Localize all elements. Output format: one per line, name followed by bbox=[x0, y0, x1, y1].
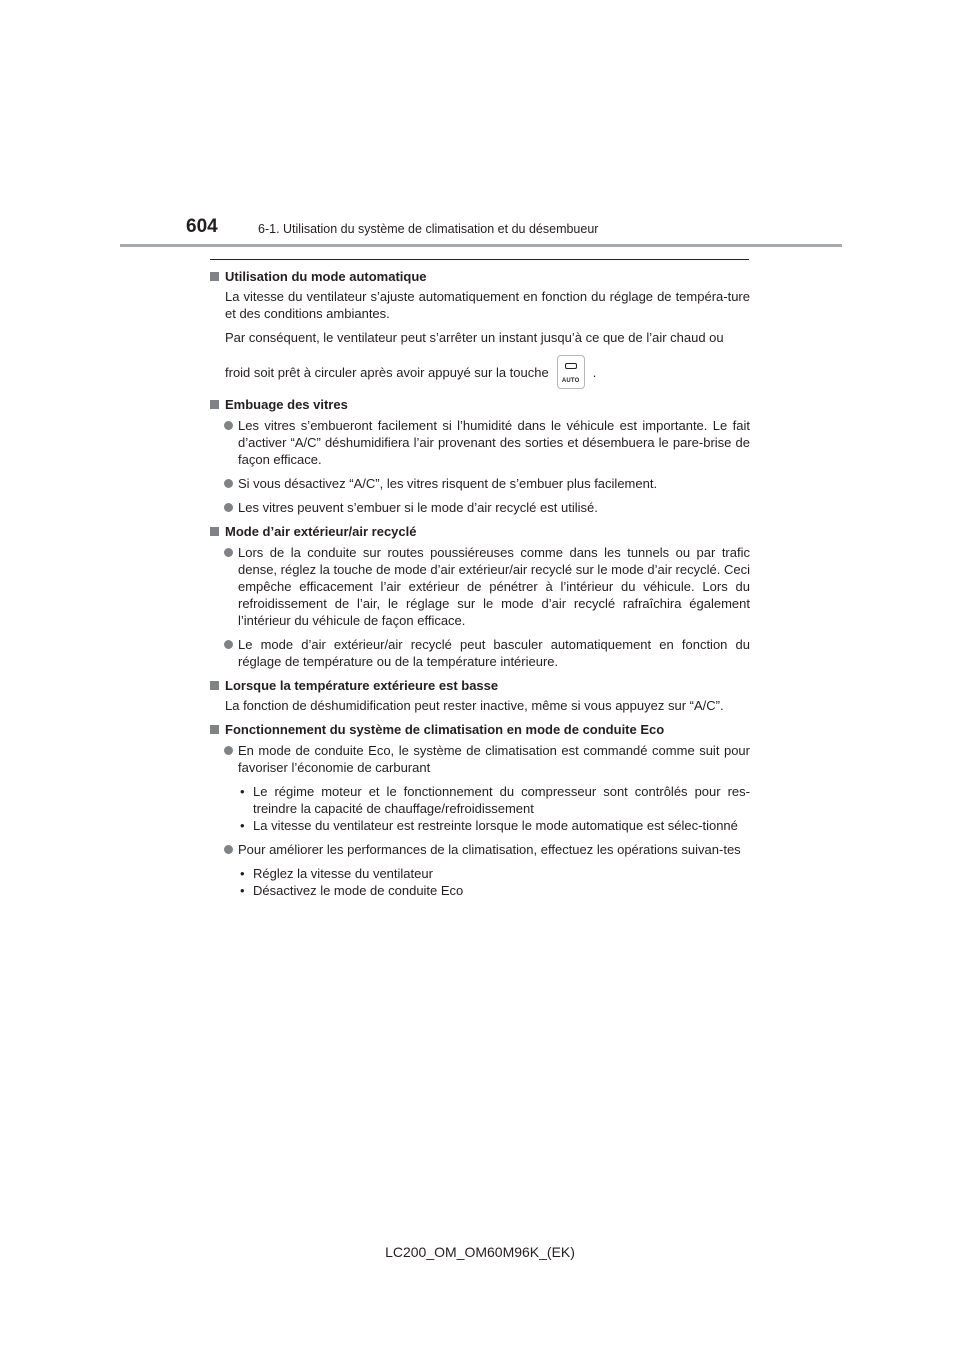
small-bullet-icon: • bbox=[240, 818, 245, 833]
section-heading-text: Embuage des vitres bbox=[225, 397, 348, 412]
bullet-text: Si vous désactivez “A/C”, les vitres risquent de s’embuer plus facilement. bbox=[238, 476, 658, 491]
sub-list bbox=[210, 865, 750, 899]
small-bullet-icon: • bbox=[240, 883, 245, 898]
section-divider bbox=[210, 259, 749, 260]
circle-bullet-icon bbox=[224, 640, 233, 649]
circle-bullet-icon bbox=[224, 479, 233, 488]
bullet-text: Lors de la conduite sur routes poussiéreuses comme dans les tunnels ou par trafic dense, réglez la touche de mode d’air extérieur/air recyclé sur le mode d’air recyclé. Ceci empêche efficacement l’air extérieur de pénétrer à l’intérieur du véhicule. Lors du refroidissement de l’air, le réglage sur le mode d’air recyclé rafraîchira également l’intérieur du véhicule de façon efficace. bbox=[238, 545, 750, 628]
bullet-item bbox=[210, 499, 750, 516]
small-bullet-icon: • bbox=[240, 866, 245, 881]
bullet-text: Les vitres s’embueront facilement si l’humidité dans le véhicule est importante. Le fait d’activer “A/C” déshumidifiera l’air provenant des sorties et désembuera le pare-brise de façon efficace. bbox=[238, 418, 750, 467]
circle-bullet-icon bbox=[224, 421, 233, 430]
section-automatic-mode bbox=[210, 268, 750, 389]
section-heading-text: Lorsque la température extérieure est basse bbox=[225, 678, 499, 693]
section-title: 6-1. Utilisation du système de climatisation et du désembueur bbox=[258, 222, 599, 236]
paragraph-with-button bbox=[210, 355, 750, 389]
sub-list-text: Réglez la vitesse du ventilateur bbox=[253, 866, 433, 881]
square-marker-icon bbox=[210, 272, 219, 281]
sub-list-text: Le régime moteur et le fonctionnement du compresseur sont contrôlés pour res-treindre la capacité de chauffage/refroidissement bbox=[253, 784, 750, 816]
circle-bullet-icon bbox=[224, 548, 233, 557]
section-heading bbox=[210, 268, 750, 285]
sub-list-text: Désactivez le mode de conduite Eco bbox=[253, 883, 464, 898]
bullet-item bbox=[210, 742, 750, 776]
circle-bullet-icon bbox=[224, 503, 233, 512]
indicator-light-icon bbox=[565, 363, 577, 369]
square-marker-icon bbox=[210, 400, 219, 409]
square-marker-icon bbox=[210, 527, 219, 536]
section-heading bbox=[210, 523, 750, 540]
bullet-item bbox=[210, 475, 750, 492]
square-marker-icon bbox=[210, 681, 219, 690]
sub-list-item bbox=[210, 783, 750, 817]
paragraph-text: . bbox=[592, 364, 597, 380]
paragraph: La fonction de déshumidification peut rester inactive, même si vous appuyez sur “A/C”. bbox=[225, 698, 724, 713]
sub-list-item bbox=[210, 865, 750, 882]
sub-list-text: La vitesse du ventilateur est restreinte lorsque le mode automatique est sélec-tionné bbox=[253, 818, 738, 833]
bullet-item bbox=[210, 636, 750, 670]
bullet-text: Les vitres peuvent s’embuer si le mode d’air recyclé est utilisé. bbox=[238, 500, 598, 515]
square-marker-icon bbox=[210, 725, 219, 734]
section-eco-mode bbox=[210, 721, 750, 899]
small-bullet-icon: • bbox=[240, 784, 245, 799]
document-code: LC200_OM_OM60M96K_(EK) bbox=[385, 1244, 575, 1260]
section-heading bbox=[210, 721, 750, 738]
section-heading bbox=[210, 396, 750, 413]
section-heading bbox=[210, 677, 750, 694]
sub-list-item bbox=[210, 817, 750, 834]
auto-button-label: AUTO bbox=[561, 378, 580, 384]
section-air-mode bbox=[210, 523, 750, 670]
bullet-item bbox=[210, 417, 750, 468]
bullet-text: Pour améliorer les performances de la climatisation, effectuez les opérations suivan-tes bbox=[238, 842, 741, 857]
paragraph: Par conséquent, le ventilateur peut s’arrêter un instant jusqu’à ce que de l’air chaud ou bbox=[225, 330, 724, 345]
section-low-temperature bbox=[210, 677, 750, 714]
section-heading-text: Utilisation du mode automatique bbox=[225, 269, 427, 284]
paragraph-text: froid soit prêt à circuler après avoir appuyé sur la touche bbox=[225, 364, 549, 380]
page-number: 604 bbox=[186, 216, 218, 237]
paragraph: La vitesse du ventilateur s’ajuste automatiquement en fonction du réglage de tempéra-ture et des conditions ambiantes. bbox=[225, 289, 750, 321]
bullet-text: Le mode d’air extérieur/air recyclé peut basculer automatiquement en fonction du réglage de température ou de la température intérieure. bbox=[238, 637, 750, 669]
circle-bullet-icon bbox=[224, 845, 233, 854]
page-content bbox=[210, 268, 750, 906]
header-divider bbox=[120, 244, 842, 247]
bullet-item bbox=[210, 841, 750, 858]
sub-list-item bbox=[210, 882, 750, 899]
section-heading-text: Mode d’air extérieur/air recyclé bbox=[225, 524, 417, 539]
auto-button-icon bbox=[557, 355, 585, 389]
section-heading-text: Fonctionnement du système de climatisation en mode de conduite Eco bbox=[225, 722, 665, 737]
bullet-item bbox=[210, 544, 750, 629]
section-window-fogging bbox=[210, 396, 750, 516]
sub-list bbox=[210, 783, 750, 834]
circle-bullet-icon bbox=[224, 746, 233, 755]
bullet-text: En mode de conduite Eco, le système de climatisation est commandé comme suit pour favoriser l’économie de carburant bbox=[238, 743, 750, 775]
